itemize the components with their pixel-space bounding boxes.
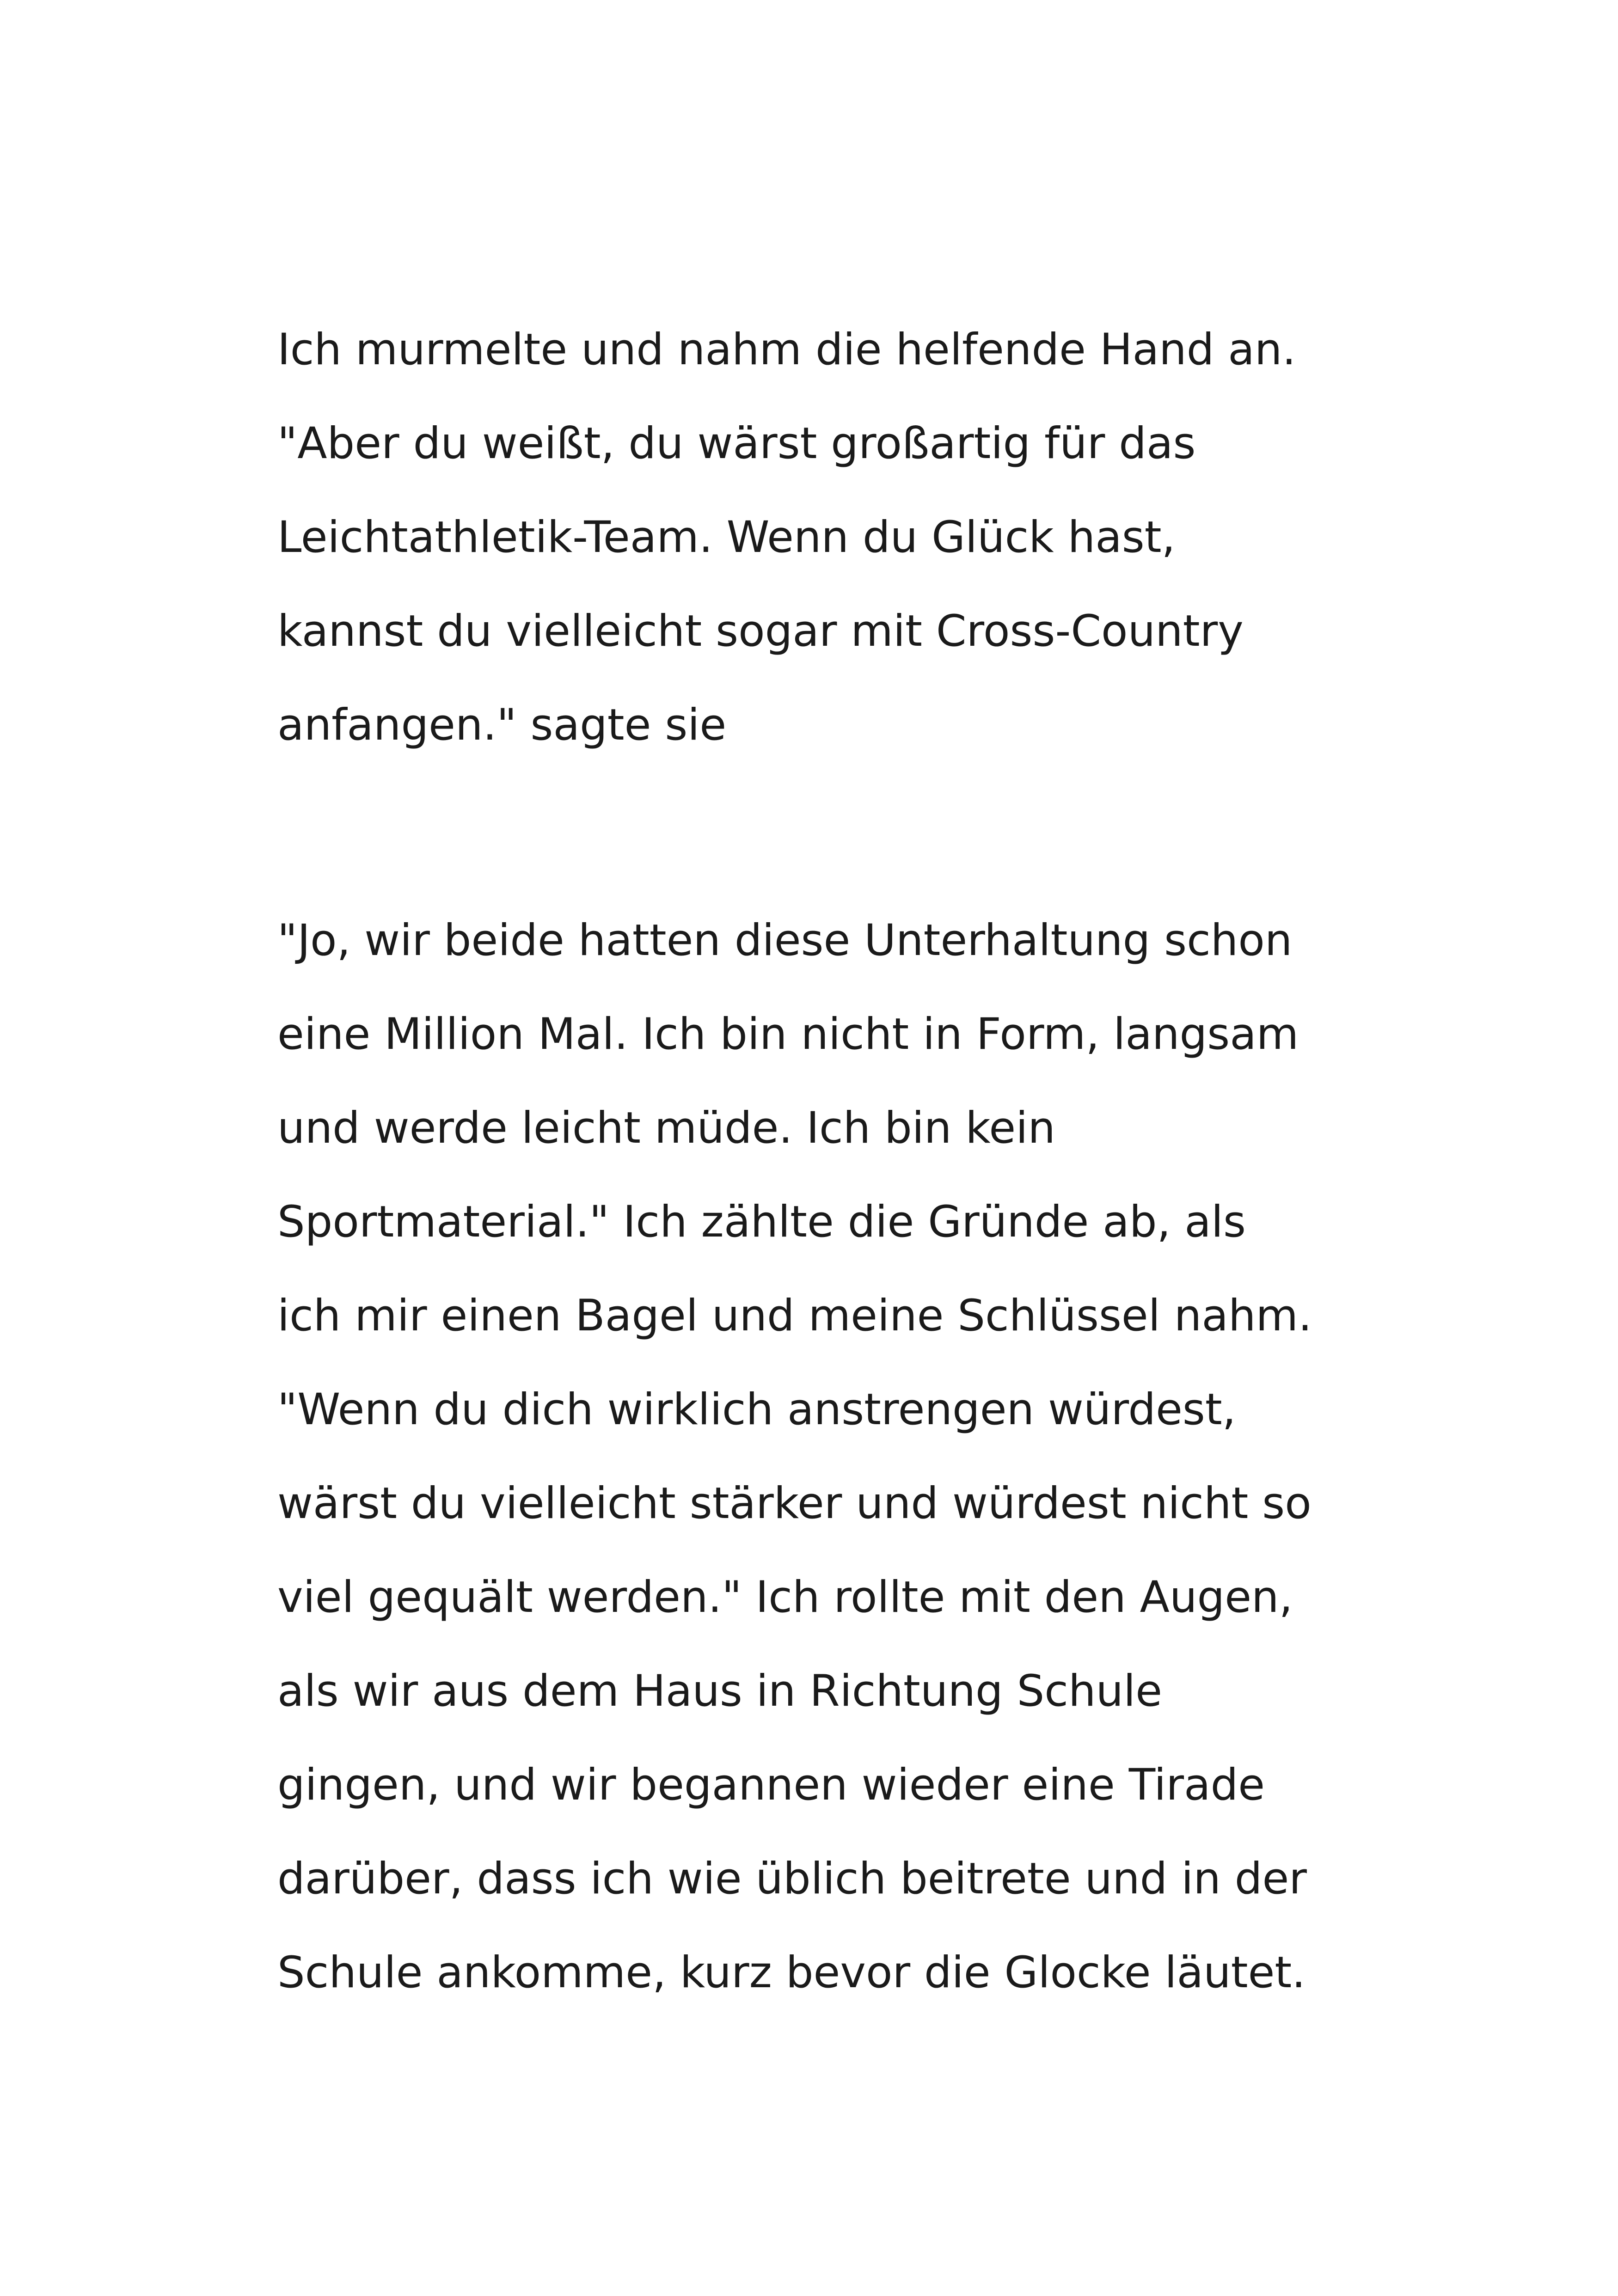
text-line: gingen, und wir begannen wieder eine Tirade	[277, 1760, 1265, 1810]
text-line: kannst du vielleicht sogar mit Cross-Country	[277, 606, 1244, 656]
text-line: "Aber du weißt, du wärst großartig für das	[277, 418, 1196, 469]
text-line: und werde leicht müde. Ich bin kein	[277, 1103, 1055, 1153]
text-line: viel gequält werden." Ich rollte mit den Augen,	[277, 1572, 1293, 1623]
text-line: "Wenn du dich wirklich anstrengen würdest,	[277, 1384, 1236, 1435]
text-line: darüber, dass ich wie üblich beitrete und in der	[277, 1854, 1307, 1904]
text-line: wärst du vielleicht stärker und würdest nicht so	[277, 1478, 1312, 1529]
text-line: anfangen." sagte sie	[277, 700, 727, 750]
paragraph-1	[277, 303, 1410, 772]
text-line: Sportmaterial." Ich zählte die Gründe ab, als	[277, 1197, 1246, 1247]
paragraph-2	[277, 894, 1410, 2020]
text-line: als wir aus dem Haus in Richtung Schule	[277, 1666, 1163, 1716]
text-line: Ich murmelte und nahm die helfende Hand an.	[277, 325, 1296, 375]
text-line: ich mir einen Bagel und meine Schlüssel nahm.	[277, 1291, 1312, 1341]
text-line: "Jo, wir beide hatten diese Unterhaltung schon	[277, 915, 1293, 966]
text-line: Schule ankomme, kurz bevor die Glocke läutet.	[277, 1947, 1306, 1998]
text-line: eine Million Mal. Ich bin nicht in Form, langsam	[277, 1009, 1299, 1059]
text-line: Leichtathletik-Team. Wenn du Glück hast,	[277, 512, 1176, 563]
